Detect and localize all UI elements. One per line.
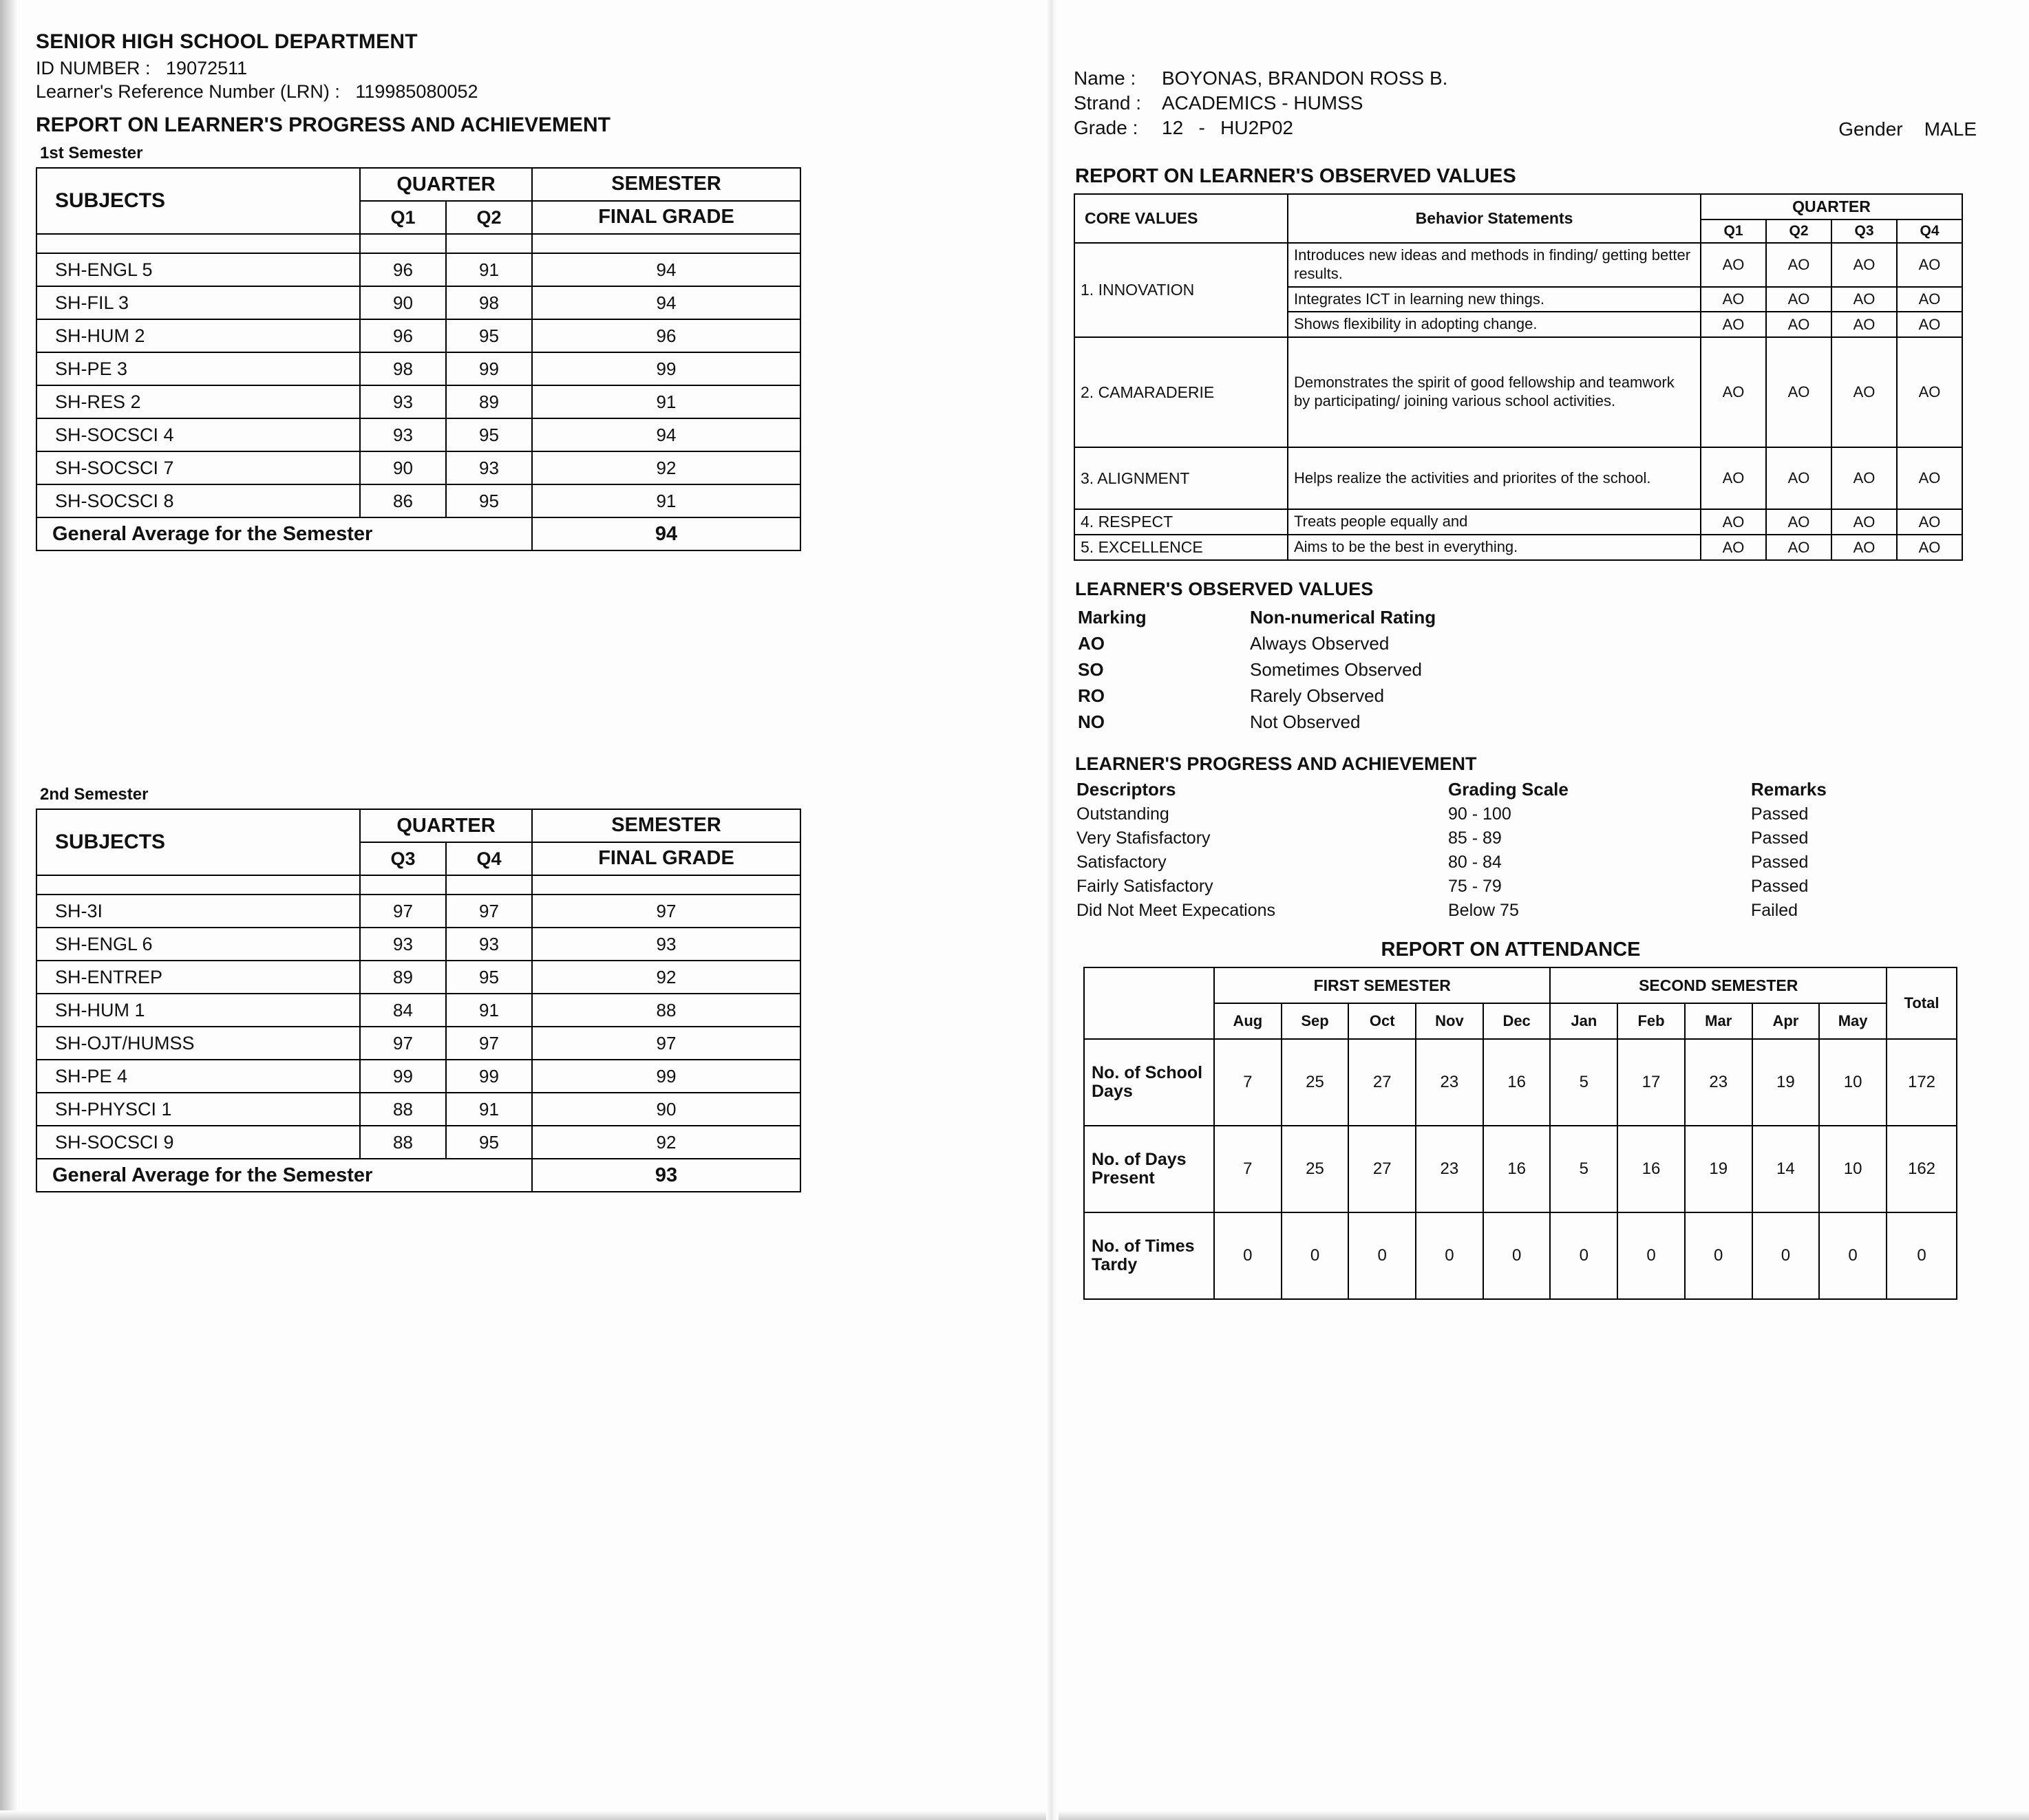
strand-label: Strand : <box>1074 92 1142 114</box>
mark-q3: AO <box>1831 243 1897 287</box>
attendance-table <box>1083 967 1957 1300</box>
value-mar: 19 <box>1685 1126 1752 1212</box>
q2-grade: 91 <box>446 253 532 286</box>
value-may: 10 <box>1819 1039 1887 1126</box>
q2-grade: 98 <box>446 286 532 319</box>
value-total: 0 <box>1887 1212 1957 1299</box>
q1-grade: 96 <box>360 319 446 352</box>
table-header-row <box>36 168 800 201</box>
mark-q4: AO <box>1897 337 1962 447</box>
section-value: HU2P02 <box>1220 116 1293 138</box>
mark-q1: AO <box>1701 509 1766 535</box>
q2-grade: 93 <box>446 451 532 484</box>
legend-code: SO <box>1078 659 1104 681</box>
table-row <box>36 385 800 418</box>
mark-q1: AO <box>1701 287 1766 312</box>
row-label-school-days: No. of School Days <box>1084 1039 1214 1126</box>
table-row <box>36 928 800 961</box>
final-grade: 93 <box>532 928 800 961</box>
mark-q1: AO <box>1701 535 1766 560</box>
id-number-value: 19072511 <box>166 58 248 78</box>
spacer-cell <box>360 875 446 895</box>
subject-name: SH-SOCSCI 7 <box>36 451 360 484</box>
grade-label: Grade : <box>1074 116 1138 138</box>
strand-value: ACADEMICS - HUMSS <box>1162 92 1363 114</box>
mark-q3: AO <box>1831 535 1897 560</box>
q3-grade: 84 <box>360 994 446 1027</box>
scale: 90 - 100 <box>1448 804 1511 824</box>
legend-code: RO <box>1078 685 1105 707</box>
mark-q4: AO <box>1897 312 1962 337</box>
gender-value: MALE <box>1924 118 1977 140</box>
q1-grade: 90 <box>360 286 446 319</box>
month-feb: Feb <box>1617 1003 1685 1039</box>
legend-item <box>1078 633 1989 654</box>
subject-name: SH-PHYSCI 1 <box>36 1093 360 1126</box>
value-sep: 25 <box>1282 1126 1349 1212</box>
value-dec: 16 <box>1483 1126 1551 1212</box>
table-row <box>36 286 800 319</box>
header-q1: Q1 <box>1701 220 1766 243</box>
legend-item <box>1078 659 1989 681</box>
mark-q1: AO <box>1701 312 1766 337</box>
table-row <box>36 253 800 286</box>
q1-grade: 93 <box>360 385 446 418</box>
general-average-value: 94 <box>532 517 800 550</box>
behavior-statement: Integrates ICT in learning new things. <box>1288 287 1701 312</box>
subject-name: SH-SOCSCI 4 <box>36 418 360 451</box>
subject-name: SH-PE 3 <box>36 352 360 385</box>
attendance-header-row <box>1084 967 1957 1003</box>
month-mar: Mar <box>1685 1003 1752 1039</box>
first-semester-caption: 1st Semester <box>40 144 143 162</box>
learner-info-block <box>1074 66 1989 149</box>
header-q1: Q1 <box>360 201 446 234</box>
page-fold <box>1046 0 1059 1820</box>
final-grade: 94 <box>532 418 800 451</box>
header-remarks: Remarks <box>1751 779 1827 800</box>
q4-grade: 97 <box>446 895 532 928</box>
rating-legend <box>1078 607 1989 733</box>
name-label: Name : <box>1074 67 1136 89</box>
value-dec: 0 <box>1483 1212 1551 1299</box>
grading-header-row <box>1076 779 1989 800</box>
header-q2: Q2 <box>1766 220 1831 243</box>
legend-meaning: Rarely Observed <box>1250 685 1385 707</box>
table-row <box>36 1027 800 1060</box>
descriptor: Outstanding <box>1076 804 1169 824</box>
observed-values-title: REPORT ON LEARNER'S OBSERVED VALUES <box>1075 165 1516 187</box>
month-nov: Nov <box>1416 1003 1483 1039</box>
final-grade: 90 <box>532 1093 800 1126</box>
table-row <box>36 895 800 928</box>
value-total: 162 <box>1887 1126 1957 1212</box>
legend-code: NO <box>1078 711 1105 733</box>
q3-grade: 99 <box>360 1060 446 1093</box>
grading-row <box>1076 901 1989 921</box>
value-feb: 16 <box>1617 1126 1685 1212</box>
observed-values-table <box>1074 193 1963 561</box>
mark-q2: AO <box>1766 243 1831 287</box>
legend-item <box>1078 711 1989 733</box>
header-second-semester: SECOND SEMESTER <box>1550 967 1887 1003</box>
value-sep: 0 <box>1282 1212 1349 1299</box>
core-value-name: 5. EXCELLENCE <box>1074 535 1288 560</box>
left-column <box>36 30 848 1192</box>
attendance-corner-cell <box>1084 967 1214 1039</box>
descriptor: Did Not Meet Expecations <box>1076 901 1276 921</box>
header-quarter: QUARTER <box>360 809 532 842</box>
final-grade: 91 <box>532 385 800 418</box>
general-average-row <box>36 517 800 550</box>
grading-row <box>1076 804 1989 824</box>
grading-row <box>1076 828 1989 848</box>
first-semester-grades-table <box>36 167 801 551</box>
gender-label: Gender <box>1838 118 1903 140</box>
legend-code: AO <box>1078 633 1105 654</box>
final-grade: 94 <box>532 286 800 319</box>
spacer-cell <box>446 875 532 895</box>
value-feb: 0 <box>1617 1212 1685 1299</box>
grade-dash: - <box>1198 116 1205 138</box>
header-q3: Q3 <box>1831 220 1897 243</box>
legend-item <box>1078 685 1989 707</box>
descriptor: Satisfactory <box>1076 853 1167 872</box>
header-subjects: SUBJECTS <box>36 168 360 234</box>
mark-q2: AO <box>1766 337 1831 447</box>
department-title: SENIOR HIGH SCHOOL DEPARTMENT <box>36 30 418 53</box>
id-number-label: ID NUMBER : <box>36 58 151 78</box>
final-grade: 91 <box>532 484 800 517</box>
behavior-statement: Helps realize the activities and priorites of the school. <box>1288 447 1701 509</box>
subject-name: SH-3I <box>36 895 360 928</box>
final-grade: 88 <box>532 994 800 1027</box>
q3-grade: 97 <box>360 895 446 928</box>
legend-meaning: Always Observed <box>1250 633 1390 654</box>
value-mar: 23 <box>1685 1039 1752 1126</box>
scan-edge-left <box>0 0 18 1820</box>
q1-grade: 98 <box>360 352 446 385</box>
remark: Passed <box>1751 804 1809 824</box>
second-semester-caption: 2nd Semester <box>40 785 149 804</box>
header-total: Total <box>1887 967 1957 1039</box>
behavior-statement: Demonstrates the spirit of good fellowship and teamwork by participating/ joining various school activities. <box>1288 337 1701 447</box>
header-q2: Q2 <box>446 201 532 234</box>
attendance-row-times-tardy <box>1084 1212 1957 1299</box>
scale: 80 - 84 <box>1448 853 1502 872</box>
spacer-cell <box>532 875 800 895</box>
subject-name: SH-ENGL 6 <box>36 928 360 961</box>
subject-name: SH-HUM 2 <box>36 319 360 352</box>
q4-grade: 99 <box>446 1060 532 1093</box>
legend-header-row <box>1078 607 1989 628</box>
mark-q1: AO <box>1701 447 1766 509</box>
value-oct: 0 <box>1348 1212 1416 1299</box>
mark-q3: AO <box>1831 447 1897 509</box>
final-grade: 94 <box>532 253 800 286</box>
month-may: May <box>1819 1003 1887 1039</box>
remark: Passed <box>1751 877 1809 897</box>
month-aug: Aug <box>1214 1003 1282 1039</box>
header-descriptors: Descriptors <box>1076 779 1176 800</box>
q1-grade: 93 <box>360 418 446 451</box>
mark-q2: AO <box>1766 509 1831 535</box>
legend-meaning: Sometimes Observed <box>1250 659 1422 681</box>
mark-q1: AO <box>1701 337 1766 447</box>
second-semester-grades-table <box>36 809 801 1192</box>
value-nov: 0 <box>1416 1212 1483 1299</box>
name-value: BOYONAS, BRANDON ROSS B. <box>1162 67 1448 89</box>
q1-grade: 86 <box>360 484 446 517</box>
header-first-semester: FIRST SEMESTER <box>1214 967 1550 1003</box>
legend-header-rating: Non-numerical Rating <box>1250 607 1436 628</box>
gender-block <box>1838 117 1977 142</box>
spacer-cell <box>36 234 360 253</box>
q3-grade: 88 <box>360 1093 446 1126</box>
learner-strand-row <box>1074 91 1989 116</box>
header-final-grade: FINAL GRADE <box>532 842 800 875</box>
final-grade: 92 <box>532 1126 800 1159</box>
month-apr: Apr <box>1752 1003 1820 1039</box>
q4-grade: 91 <box>446 1093 532 1126</box>
header-semester: SEMESTER <box>532 809 800 842</box>
header-quarter: QUARTER <box>1701 194 1962 220</box>
mark-q3: AO <box>1831 337 1897 447</box>
q1-grade: 90 <box>360 451 446 484</box>
table-row <box>36 451 800 484</box>
value-mar: 0 <box>1685 1212 1752 1299</box>
left-column-gap <box>36 551 848 778</box>
table-header-row <box>36 809 800 842</box>
general-average-row <box>36 1159 800 1192</box>
id-number-line <box>36 58 848 79</box>
q2-grade: 95 <box>446 418 532 451</box>
progress-legend-title: LEARNER'S PROGRESS AND ACHIEVEMENT <box>1075 753 1477 775</box>
legend-header-marking: Marking <box>1078 607 1147 628</box>
core-value-name: 2. CAMARADERIE <box>1074 337 1288 447</box>
learner-name-row <box>1074 66 1989 91</box>
header-semester: SEMESTER <box>532 168 800 201</box>
progress-report-title: REPORT ON LEARNER'S PROGRESS AND ACHIEVEMENT <box>36 114 610 136</box>
table-row <box>36 961 800 994</box>
scan-edge-bottom <box>0 1810 2029 1820</box>
row-label-times-tardy: No. of Times Tardy <box>1084 1212 1214 1299</box>
value-sep: 25 <box>1282 1039 1349 1126</box>
month-dec: Dec <box>1483 1003 1551 1039</box>
grading-scale-legend <box>1076 779 1989 921</box>
lrn-label: Learner's Reference Number (LRN) : <box>36 81 340 102</box>
subject-name: SH-ENGL 5 <box>36 253 360 286</box>
header-final-grade: FINAL GRADE <box>532 201 800 234</box>
mark-q2: AO <box>1766 312 1831 337</box>
scale: 85 - 89 <box>1448 828 1502 848</box>
final-grade: 97 <box>532 895 800 928</box>
value-aug: 0 <box>1214 1212 1282 1299</box>
table-row <box>36 1126 800 1159</box>
value-oct: 27 <box>1348 1039 1416 1126</box>
final-grade: 99 <box>532 352 800 385</box>
mark-q3: AO <box>1831 509 1897 535</box>
lrn-line <box>36 81 848 103</box>
header-q3: Q3 <box>360 842 446 875</box>
month-sep: Sep <box>1282 1003 1349 1039</box>
q2-grade: 95 <box>446 484 532 517</box>
header-grading-scale: Grading Scale <box>1448 779 1569 800</box>
spacer-cell <box>360 234 446 253</box>
table-row <box>1074 243 1962 287</box>
scale: Below 75 <box>1448 901 1519 921</box>
mark-q4: AO <box>1897 243 1962 287</box>
row-label-days-present: No. of Days Present <box>1084 1126 1214 1212</box>
table-row <box>36 484 800 517</box>
core-value-name: 3. ALIGNMENT <box>1074 447 1288 509</box>
mark-q1: AO <box>1701 243 1766 287</box>
q1-grade: 96 <box>360 253 446 286</box>
q4-grade: 95 <box>446 1126 532 1159</box>
table-row <box>36 1093 800 1126</box>
final-grade: 92 <box>532 961 800 994</box>
table-row <box>36 994 800 1027</box>
mark-q3: AO <box>1831 312 1897 337</box>
spacer-cell <box>36 875 360 895</box>
behavior-statement: Treats people equally and <box>1288 509 1701 535</box>
subject-name: SH-RES 2 <box>36 385 360 418</box>
value-jan: 0 <box>1550 1212 1617 1299</box>
final-grade: 96 <box>532 319 800 352</box>
value-aug: 7 <box>1214 1126 1282 1212</box>
header-behavior-statements: Behavior Statements <box>1288 194 1701 243</box>
lrn-value: 119985080052 <box>355 81 478 102</box>
behavior-statement: Shows flexibility in adopting change. <box>1288 312 1701 337</box>
table-row <box>36 319 800 352</box>
legend-meaning: Not Observed <box>1250 711 1361 733</box>
mark-q2: AO <box>1766 535 1831 560</box>
q3-grade: 88 <box>360 1126 446 1159</box>
mark-q2: AO <box>1766 287 1831 312</box>
value-apr: 19 <box>1752 1039 1820 1126</box>
mark-q2: AO <box>1766 447 1831 509</box>
behavior-statement: Aims to be the best in everything. <box>1288 535 1701 560</box>
attendance-title: REPORT ON ATTENDANCE <box>1381 939 1641 961</box>
value-total: 172 <box>1887 1039 1957 1126</box>
subject-name: SH-PE 4 <box>36 1060 360 1093</box>
remark: Passed <box>1751 853 1809 872</box>
mark-q4: AO <box>1897 509 1962 535</box>
month-jan: Jan <box>1550 1003 1617 1039</box>
descriptor: Very Stafisfactory <box>1076 828 1211 848</box>
attendance-row-days-present <box>1084 1126 1957 1212</box>
grading-row <box>1076 877 1989 897</box>
q3-grade: 93 <box>360 928 446 961</box>
value-nov: 23 <box>1416 1039 1483 1126</box>
q4-grade: 93 <box>446 928 532 961</box>
month-oct: Oct <box>1348 1003 1416 1039</box>
table-row <box>36 418 800 451</box>
q4-grade: 95 <box>446 961 532 994</box>
mark-q4: AO <box>1897 287 1962 312</box>
final-grade: 97 <box>532 1027 800 1060</box>
q4-grade: 91 <box>446 994 532 1027</box>
table-row <box>36 352 800 385</box>
value-apr: 0 <box>1752 1212 1820 1299</box>
attendance-row-school-days <box>1084 1039 1957 1126</box>
attendance-month-row <box>1084 1003 1957 1039</box>
header-quarter: QUARTER <box>360 168 532 201</box>
table-row <box>1074 535 1962 560</box>
spacer-cell <box>532 234 800 253</box>
table-row <box>1074 509 1962 535</box>
descriptor: Fairly Satisfactory <box>1076 877 1213 897</box>
remark: Passed <box>1751 828 1809 848</box>
values-header-row <box>1074 194 1962 220</box>
final-grade: 92 <box>532 451 800 484</box>
value-may: 0 <box>1819 1212 1887 1299</box>
value-apr: 14 <box>1752 1126 1820 1212</box>
q3-grade: 97 <box>360 1027 446 1060</box>
final-grade: 99 <box>532 1060 800 1093</box>
mark-q4: AO <box>1897 535 1962 560</box>
q3-grade: 89 <box>360 961 446 994</box>
header-core-values: CORE VALUES <box>1074 194 1288 243</box>
scale: 75 - 79 <box>1448 877 1502 897</box>
header-subjects: SUBJECTS <box>36 809 360 875</box>
grading-row <box>1076 853 1989 872</box>
remark: Failed <box>1751 901 1798 921</box>
value-aug: 7 <box>1214 1039 1282 1126</box>
core-value-name: 4. RESPECT <box>1074 509 1288 535</box>
q4-grade: 97 <box>446 1027 532 1060</box>
subject-name: SH-HUM 1 <box>36 994 360 1027</box>
mark-q3: AO <box>1831 287 1897 312</box>
table-row <box>1074 337 1962 447</box>
subject-name: SH-FIL 3 <box>36 286 360 319</box>
grade-value: 12 <box>1162 116 1184 138</box>
header-q4: Q4 <box>446 842 532 875</box>
core-value-name: 1. INNOVATION <box>1074 243 1288 337</box>
q2-grade: 99 <box>446 352 532 385</box>
q2-grade: 89 <box>446 385 532 418</box>
value-jan: 5 <box>1550 1039 1617 1126</box>
table-row <box>36 1060 800 1093</box>
value-jan: 5 <box>1550 1126 1617 1212</box>
legend-title: LEARNER'S OBSERVED VALUES <box>1075 579 1374 600</box>
general-average-label: General Average for the Semester <box>36 1159 532 1192</box>
right-column <box>1074 66 1989 1300</box>
behavior-statement: Introduces new ideas and methods in finding/ getting better results. <box>1288 243 1701 287</box>
value-feb: 17 <box>1617 1039 1685 1126</box>
table-spacer-row <box>36 875 800 895</box>
subject-name: SH-OJT/HUMSS <box>36 1027 360 1060</box>
table-spacer-row <box>36 234 800 253</box>
value-dec: 16 <box>1483 1039 1551 1126</box>
value-oct: 27 <box>1348 1126 1416 1212</box>
q2-grade: 95 <box>446 319 532 352</box>
general-average-value: 93 <box>532 1159 800 1192</box>
subject-name: SH-SOCSCI 8 <box>36 484 360 517</box>
table-row <box>1074 447 1962 509</box>
header-q4: Q4 <box>1897 220 1962 243</box>
value-nov: 23 <box>1416 1126 1483 1212</box>
subject-name: SH-SOCSCI 9 <box>36 1126 360 1159</box>
mark-q4: AO <box>1897 447 1962 509</box>
value-may: 10 <box>1819 1126 1887 1212</box>
subject-name: SH-ENTREP <box>36 961 360 994</box>
general-average-label: General Average for the Semester <box>36 517 532 550</box>
spacer-cell <box>446 234 532 253</box>
